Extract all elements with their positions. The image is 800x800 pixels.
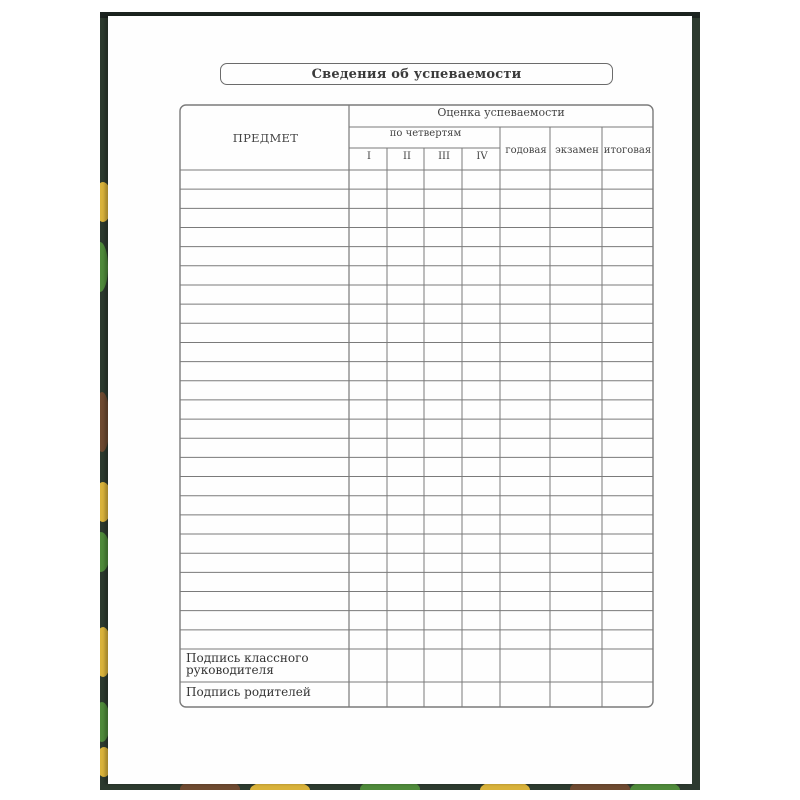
exam-column-header: экзамен <box>555 145 599 156</box>
quarter-4-header: IV <box>476 151 488 162</box>
quarter-3-header: III <box>438 151 450 162</box>
table-border <box>180 105 653 707</box>
final-column-header: итоговая <box>603 145 652 156</box>
subject-header: ПРЕДМЕТ <box>232 131 299 145</box>
grade-assessment-header: Оценка успеваемости <box>437 106 565 119</box>
quarter-2-header: II <box>403 151 411 162</box>
annual-column-header: годовая <box>505 145 547 156</box>
quarters-header: по четвертям <box>389 128 462 139</box>
page-title: Сведения об успеваемости <box>220 63 613 85</box>
teacher-signature-label: Подпись классного руководителя <box>186 651 309 677</box>
parent-signature-label: Подпись родителей <box>186 685 311 699</box>
quarter-1-header: I <box>367 151 371 162</box>
